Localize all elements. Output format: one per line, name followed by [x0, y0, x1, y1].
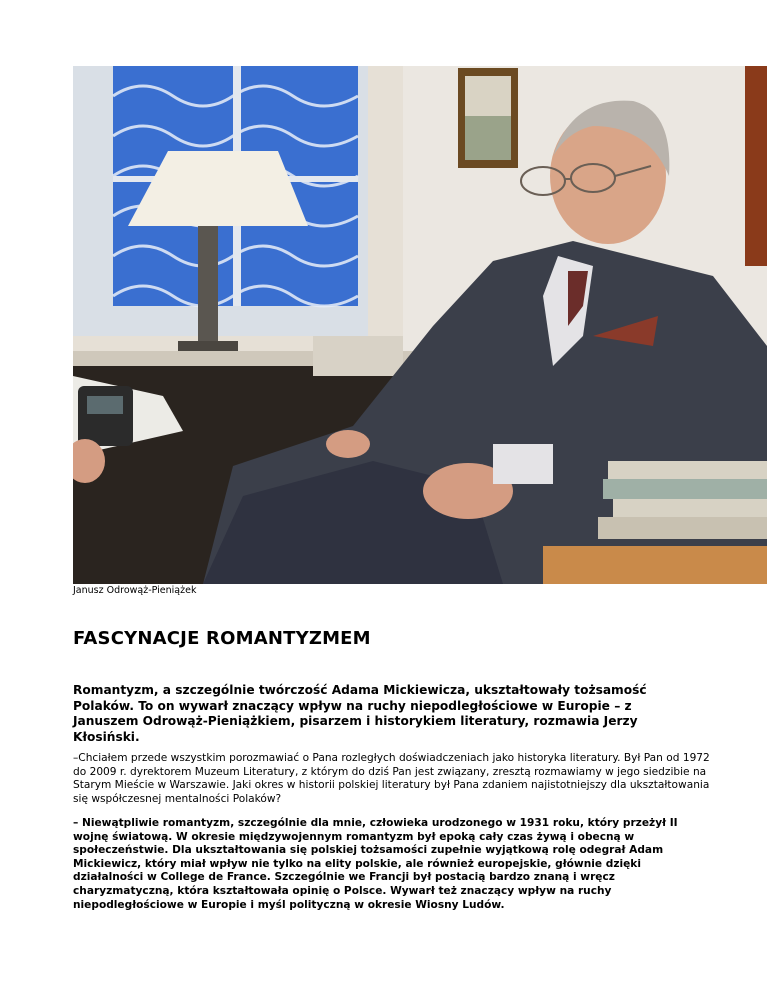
article-title: FASCYNACJE ROMANTYZMEM [73, 628, 371, 649]
interview-answer: – Niewątpliwie romantyzm, szczególnie dla mnie, człowieka urodzonego w 1931 roku, który przeżył II wojnę światową. W okresie międzywojennym romantyzm był epoką cały czas żywą i obecną w społeczeństwie. Dla ukształtowania się polskiej tożsamości zupełnie wyjątkową rolę odegrał Adam Mickiewicz, który miał wpływ nie tylko na elity polskie, ale również europejskie, głównie dzięki działalności w College de France. Szczególnie we Francji był postacią bardzo znaną i wręcz charyzmatyczną, która kształtowała opinię o Polsce. Wywarł też znaczący wpływ na ruchy niepodległościowe w Europie i myśl polityczną w okresie Wiosny Ludów. [73, 817, 678, 911]
interview-question: –Chciałem przede wszystkim porozmawiać o Pana rozległych doświadczeniach jako historyka literatury. Był Pan od 1972 do 2009 r. dyrektorem Muzeum Literatury, z którym do dziś Pan jest związany, zresztą rozmawiamy w jego siedzibie na Starym Mieście w Warszawie. Jaki okres w historii polskiej literatury był Pana zdaniem najistotniejszy dla ukształtowania się współczesnej mentalności Polaków? [73, 752, 710, 805]
portrait-photo-icon [73, 66, 767, 584]
portrait-photo [73, 66, 767, 584]
article-lead: Romantyzm, a szczególnie twórczość Adama Mickiewicza, ukształtowały tożsamość Polaków. To on wywarł znaczący wpływ na ruchy niepodległościowe w Europie – z Januszem Odrowąż-Pieniążkiem, pisarzem i historykiem literatury, rozmawia Jerzy Kłosiński. [73, 683, 647, 744]
photo-caption: Janusz Odrowąż-Pieniążek [73, 585, 197, 596]
